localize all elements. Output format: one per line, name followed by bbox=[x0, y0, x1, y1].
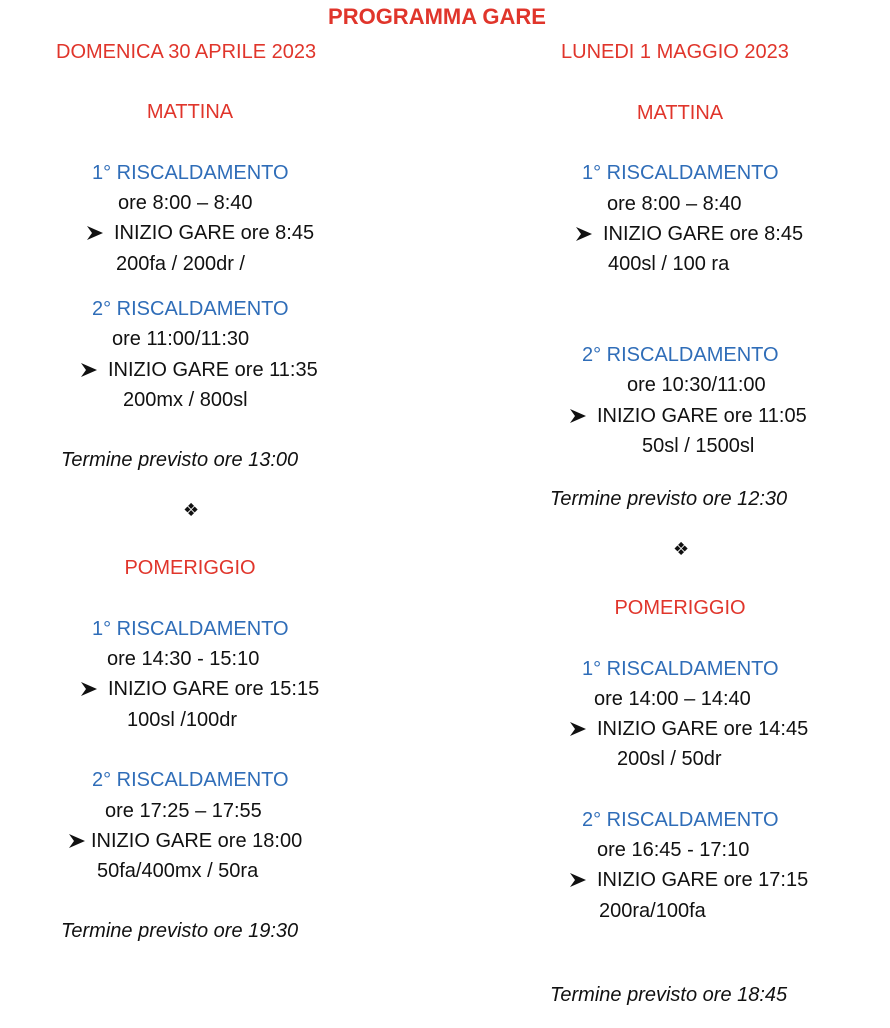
race-events: 50sl / 1500sl bbox=[642, 435, 755, 457]
race-start bbox=[80, 679, 319, 699]
session-label-morning: MATTINA bbox=[146, 101, 234, 123]
heat-time: ore 14:00 – 14:40 bbox=[594, 688, 751, 710]
race-start-label: INIZIO GARE ore 11:35 bbox=[108, 359, 318, 381]
end-time: Termine previsto ore 19:30 bbox=[61, 920, 299, 942]
race-start bbox=[569, 870, 808, 890]
session-label-afternoon: POMERIGGIO bbox=[614, 597, 746, 619]
race-start-label: INIZIO GARE ore 17:15 bbox=[597, 869, 809, 891]
race-start bbox=[86, 223, 314, 243]
day-date: LUNEDI 1 MAGGIO 2023 bbox=[561, 41, 789, 63]
race-events: 200mx / 800sl bbox=[123, 389, 248, 411]
race-start-label: INIZIO GARE ore 11:05 bbox=[597, 405, 807, 427]
heat-title: 1° RISCALDAMENTO bbox=[582, 658, 779, 680]
race-events: 200fa / 200dr / bbox=[116, 253, 245, 275]
end-time: Termine previsto ore 13:00 bbox=[61, 449, 299, 471]
arrow-bullet-icon bbox=[569, 870, 587, 890]
heat-time: ore 10:30/11:00 bbox=[627, 374, 766, 396]
heat-time: ore 8:00 – 8:40 bbox=[607, 193, 742, 215]
arrow-bullet-icon bbox=[575, 224, 593, 244]
race-events: 100sl /100dr bbox=[127, 709, 238, 731]
race-events: 200ra/100fa bbox=[599, 900, 706, 922]
heat-title: 2° RISCALDAMENTO bbox=[582, 344, 779, 366]
arrow-bullet-icon bbox=[80, 360, 98, 380]
race-start bbox=[569, 719, 808, 739]
end-time: Termine previsto ore 18:45 bbox=[550, 984, 788, 1006]
race-start-label: INIZIO GARE ore 8:45 bbox=[603, 223, 804, 245]
race-events: 400sl / 100 ra bbox=[608, 253, 730, 275]
heat-time: ore 8:00 – 8:40 bbox=[118, 192, 253, 214]
race-start bbox=[569, 406, 807, 426]
heat-title: 2° RISCALDAMENTO bbox=[92, 769, 289, 791]
heat-time: ore 16:45 - 17:10 bbox=[597, 839, 750, 861]
heat-title: 1° RISCALDAMENTO bbox=[582, 162, 779, 184]
heat-time: ore 11:00/11:30 bbox=[112, 328, 250, 350]
arrow-bullet-icon bbox=[86, 223, 104, 243]
arrow-bullet-icon bbox=[569, 719, 587, 739]
arrow-bullet-icon bbox=[80, 679, 98, 699]
race-start-label: INIZIO GARE ore 14:45 bbox=[597, 718, 809, 740]
diamond-separator-icon: ❖ bbox=[183, 500, 200, 520]
end-time: Termine previsto ore 12:30 bbox=[550, 488, 788, 510]
race-start-label: INIZIO GARE ore 8:45 bbox=[114, 222, 315, 244]
race-start bbox=[80, 360, 318, 380]
heat-title: 2° RISCALDAMENTO bbox=[582, 809, 779, 831]
race-events: 200sl / 50dr bbox=[617, 748, 722, 770]
heat-time: ore 14:30 - 15:10 bbox=[107, 648, 260, 670]
day-date: DOMENICA 30 APRILE 2023 bbox=[56, 41, 317, 63]
diamond-separator-icon: ❖ bbox=[673, 539, 690, 559]
page-title: PROGRAMMA GARE bbox=[328, 4, 546, 29]
arrow-bullet-icon bbox=[68, 831, 86, 851]
race-start bbox=[575, 224, 803, 244]
race-start-label: INIZIO GARE ore 18:00 bbox=[91, 830, 303, 852]
heat-title: 2° RISCALDAMENTO bbox=[92, 298, 289, 320]
race-start-label: INIZIO GARE ore 15:15 bbox=[108, 678, 320, 700]
heat-title: 1° RISCALDAMENTO bbox=[92, 618, 289, 640]
arrow-bullet-icon bbox=[569, 406, 587, 426]
heat-time: ore 17:25 – 17:55 bbox=[105, 800, 262, 822]
race-events: 50fa/400mx / 50ra bbox=[97, 860, 259, 882]
race-start bbox=[68, 831, 302, 851]
heat-title: 1° RISCALDAMENTO bbox=[92, 162, 289, 184]
session-label-morning: MATTINA bbox=[636, 102, 724, 124]
session-label-afternoon: POMERIGGIO bbox=[124, 557, 256, 579]
